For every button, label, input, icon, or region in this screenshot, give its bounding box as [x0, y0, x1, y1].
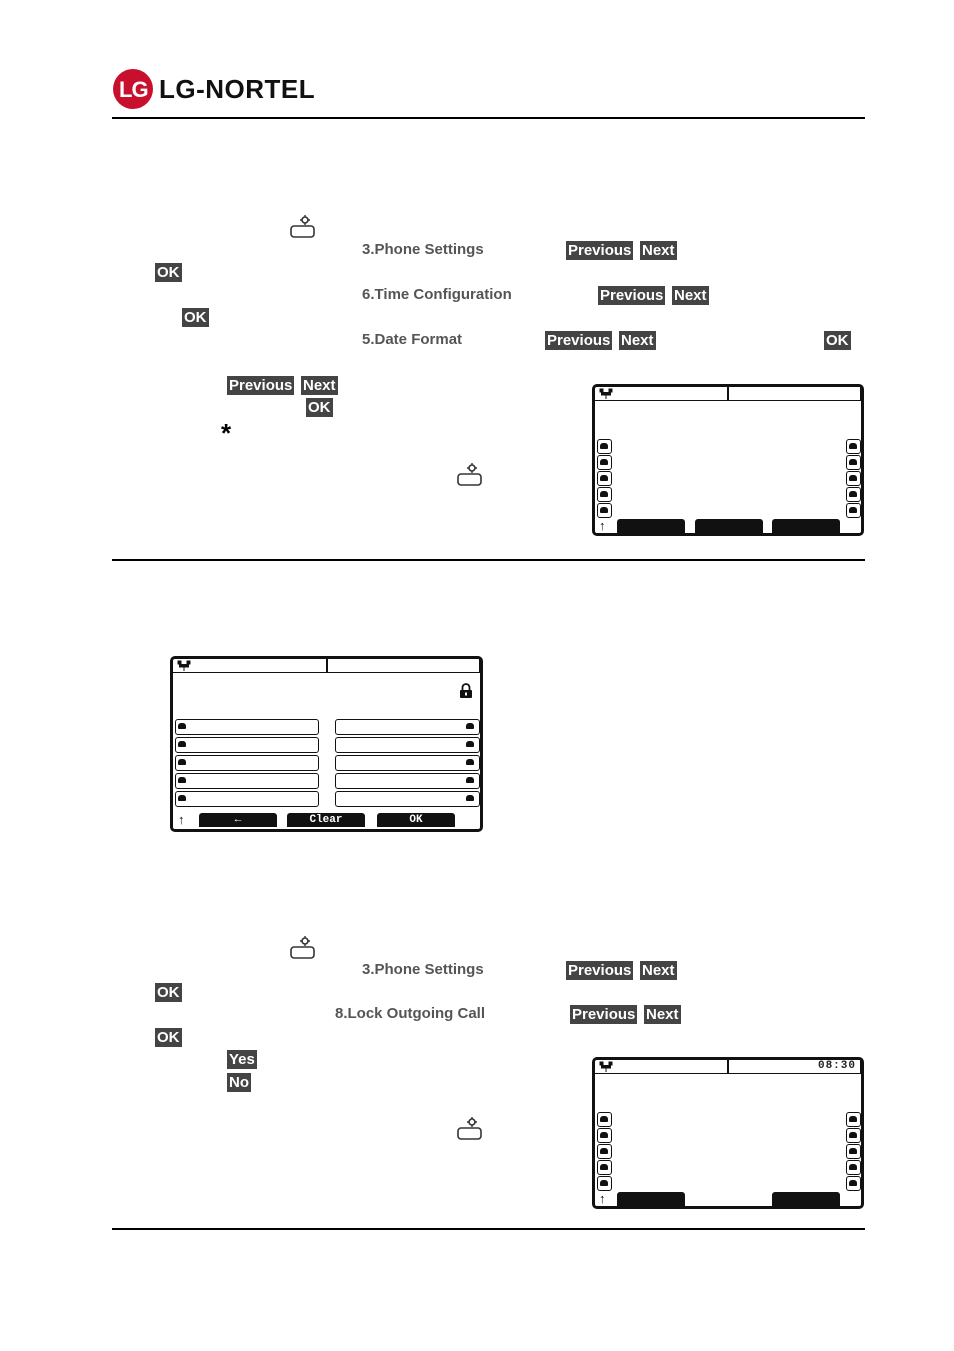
phone-line-icon — [597, 503, 612, 518]
up-arrow-icon: ↑ — [599, 1191, 606, 1206]
phone-line-icon — [176, 792, 190, 806]
line-key-box — [335, 719, 480, 735]
up-arrow-icon: ↑ — [178, 812, 185, 827]
previous-key: Previous — [568, 242, 632, 259]
footer-rule — [112, 1228, 865, 1230]
phone-line-icon — [597, 1128, 612, 1143]
phone-line-icon — [597, 1176, 612, 1191]
line-key-box — [335, 773, 480, 789]
next-key: Next — [646, 1006, 679, 1023]
logo-mark: LG — [119, 77, 148, 102]
phone-line-icon — [846, 503, 861, 518]
lcd-status-right — [327, 659, 480, 673]
star-key: * — [221, 418, 232, 448]
menu-date-format: 5.Date Format — [362, 331, 463, 348]
phone-line-icon — [597, 471, 612, 486]
previous-key: Previous — [568, 962, 632, 979]
previous-key: Previous — [547, 332, 611, 349]
lg-nortel-logo — [113, 68, 315, 110]
phone-line-icon — [846, 471, 861, 486]
section-rule — [112, 559, 865, 561]
ok-key: OK — [826, 332, 849, 349]
line-key-box — [175, 737, 319, 753]
menu-time-configuration: 6.Time Configuration — [362, 286, 512, 303]
next-key: Next — [642, 242, 675, 259]
network-icon — [599, 1061, 613, 1072]
phone-line-icon — [597, 1144, 612, 1159]
line-key-box — [335, 755, 480, 771]
softkey-ok: OK — [377, 813, 455, 827]
phone-line-icon — [846, 1112, 861, 1127]
line-key-box — [175, 755, 319, 771]
phone-line-icon — [846, 439, 861, 454]
phone-line-icon — [597, 439, 612, 454]
line-key-box — [175, 773, 319, 789]
next-key: Next — [674, 287, 707, 304]
softkey-2 — [695, 519, 763, 533]
line-key-box — [335, 737, 480, 753]
settings-key-icon — [289, 214, 317, 240]
phone-line-icon — [176, 738, 190, 752]
previous-key: Previous — [229, 377, 293, 394]
menu-phone-settings: 3.Phone Settings — [362, 241, 484, 258]
network-icon — [177, 660, 191, 671]
menu-lock-outgoing-call: 8.Lock Outgoing Call — [335, 1005, 486, 1022]
phone-line-icon — [597, 1112, 612, 1127]
network-icon — [599, 388, 613, 399]
ok-key: OK — [157, 1029, 180, 1046]
softkey-3 — [772, 519, 840, 533]
ok-key: OK — [184, 309, 207, 326]
settings-key-icon — [456, 462, 484, 488]
phone-line-icon — [176, 720, 190, 734]
ok-key: OK — [157, 984, 180, 1001]
ok-key: OK — [157, 264, 180, 281]
softkey-1 — [617, 519, 685, 533]
next-key: Next — [621, 332, 654, 349]
phone-line-icon — [597, 455, 612, 470]
phone-lcd-display — [592, 384, 864, 536]
settings-key-icon — [456, 1116, 484, 1142]
softkey-1 — [617, 1192, 685, 1206]
phone-line-icon — [597, 487, 612, 502]
softkey-back: ← — [199, 813, 277, 827]
phone-line-icon — [464, 774, 478, 788]
phone-line-icon — [846, 1160, 861, 1175]
phone-line-icon — [176, 756, 190, 770]
phone-line-icon — [597, 1160, 612, 1175]
logo-text: LG-NORTEL — [159, 73, 316, 104]
phone-line-icon — [464, 738, 478, 752]
phone-line-icon — [846, 487, 861, 502]
next-key: Next — [303, 377, 336, 394]
next-key: Next — [642, 962, 675, 979]
lcd-status-left — [595, 387, 728, 401]
lcd-status-right — [728, 387, 861, 401]
header-rule — [112, 117, 865, 119]
previous-key: Previous — [600, 287, 664, 304]
softkey-3 — [772, 1192, 840, 1206]
phone-line-icon — [464, 720, 478, 734]
phone-line-icon — [176, 774, 190, 788]
no-key: No — [229, 1074, 249, 1091]
line-key-box — [175, 791, 319, 807]
lcd-clock: 08:30 — [728, 1060, 861, 1074]
ok-key: OK — [308, 399, 331, 416]
phone-line-icon — [846, 455, 861, 470]
lcd-status-left — [173, 659, 327, 673]
up-arrow-icon: ↑ — [599, 518, 606, 533]
phone-line-icon — [846, 1128, 861, 1143]
phone-line-icon — [464, 756, 478, 770]
phone-lcd-display — [592, 1057, 864, 1209]
line-key-box — [175, 719, 319, 735]
menu-phone-settings: 3.Phone Settings — [362, 961, 484, 978]
lock-icon — [459, 683, 473, 698]
phone-line-icon — [464, 792, 478, 806]
previous-key: Previous — [572, 1006, 636, 1023]
password-lcd-display — [170, 656, 483, 832]
lcd-status-left — [595, 1060, 728, 1074]
settings-key-icon — [289, 935, 317, 961]
lg-logo-icon — [113, 69, 153, 109]
softkey-clear: Clear — [287, 813, 365, 827]
line-key-box — [335, 791, 480, 807]
phone-line-icon — [846, 1176, 861, 1191]
yes-key: Yes — [229, 1051, 255, 1068]
phone-line-icon — [846, 1144, 861, 1159]
